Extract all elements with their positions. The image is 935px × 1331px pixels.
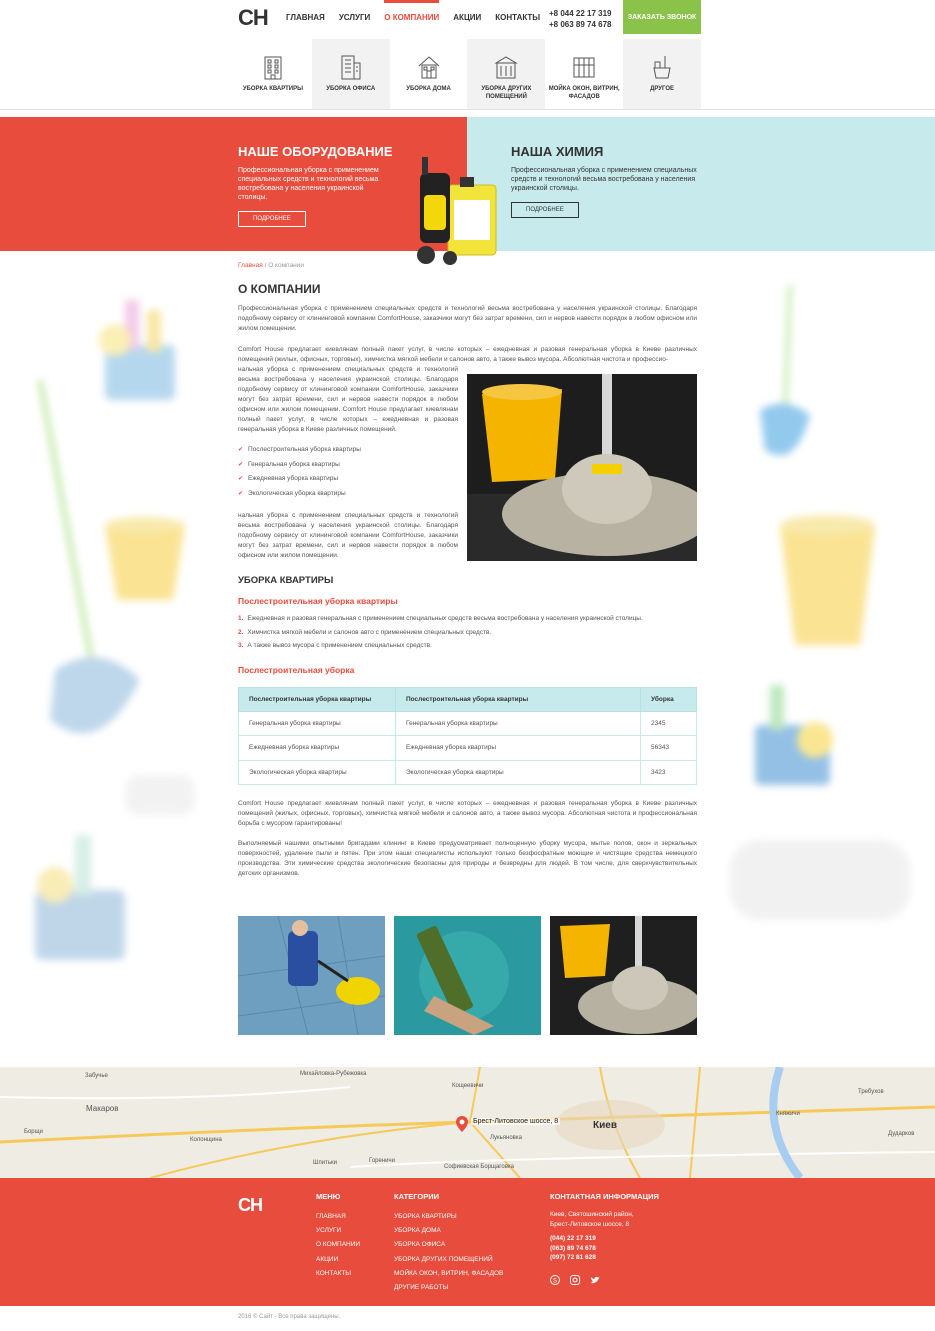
nav-contacts[interactable]: КОНТАКТЫ xyxy=(495,13,541,22)
table-header: Послестроительная уборка квартиры xyxy=(239,687,396,711)
gallery-photo-floor-cleaning xyxy=(238,916,385,1035)
cleaning-basket-decoration xyxy=(740,680,845,790)
gallery-photo-mop xyxy=(550,916,697,1035)
breadcrumb-current: О компании xyxy=(268,262,305,269)
header xyxy=(0,0,935,110)
footer-link[interactable]: ДРУГИЕ РАБОТЫ xyxy=(394,1284,449,1292)
table-row: Ежедневная уборка квартиры Ежедневная уборка квартиры 56343 xyxy=(239,736,697,761)
house-icon xyxy=(417,54,441,80)
table-header: Послестроительная уборка квартиры xyxy=(396,687,641,711)
list-item: ✔ Экологическая уборка квартиры xyxy=(238,487,697,502)
service-label: ДРУГОЕ xyxy=(650,86,675,92)
map-label: Борщи xyxy=(24,1129,43,1135)
apartment-building-icon xyxy=(261,54,285,80)
table-header: Уборка xyxy=(641,687,697,711)
twitter-icon[interactable] xyxy=(590,1275,600,1285)
list-item: 1. Ежедневная и разовая генеральная с применением специальных средств весьма востребована у населения украинской столицы. xyxy=(238,615,643,622)
banner-title: НАША ХИМИЯ xyxy=(511,144,604,159)
footer-link[interactable]: КОНТАКТЫ xyxy=(316,1269,352,1277)
map-label: Шпитьки xyxy=(313,1160,337,1166)
subsection-title: Послестроительная уборка квартиры xyxy=(238,596,398,606)
map-label: Княжичи xyxy=(776,1111,800,1117)
footer-link[interactable]: УСЛУГИ xyxy=(316,1227,342,1235)
main-nav xyxy=(286,13,540,22)
instagram-icon[interactable] xyxy=(570,1275,580,1285)
footer-link[interactable]: УБОРКА ДОМА xyxy=(394,1227,441,1235)
mop-decoration xyxy=(20,380,170,760)
svg-text:S: S xyxy=(552,1278,558,1284)
service-other-premises[interactable] xyxy=(467,39,545,109)
map-label: Колонщина xyxy=(190,1137,222,1143)
footer-link[interactable]: УБОРКА ДРУГИХ ПОМЕЩЕНИЙ xyxy=(394,1255,493,1263)
section-title: УБОРКА КВАРТИРЫ xyxy=(238,575,334,586)
service-label: УБОРКА ДРУГИХ ПОМЕЩЕНИЙ xyxy=(481,86,532,100)
table-row: Генеральная уборка квартиры Генеральная уборка квартиры 2345 xyxy=(239,711,697,736)
logo[interactable]: СН xyxy=(238,5,268,30)
banner-equipment xyxy=(0,117,467,251)
nav-about[interactable]: О КОМПАНИИ xyxy=(384,13,440,22)
service-label: УБОРКА ДОМА xyxy=(406,86,451,92)
list-item: ✔ Генеральная уборка квартиры xyxy=(238,458,697,473)
list-item: ✔ Послестроительная уборка квартиры xyxy=(238,443,697,458)
paragraph-services-top: Comfort House предлагает киевлянам полный пакет услуг, в числе которых – ежедневная и разовая генеральная уборка в Киеве различных помещений (жилых, офисных, торговых), химчистка мягкой мебели и салонов авто, а также вывоз мусора. Абсолютная чистота и профессио- xyxy=(238,346,697,363)
services-bar xyxy=(234,39,701,109)
service-label: УБОРКА ОФИСА xyxy=(326,86,376,92)
footer-categories xyxy=(394,1192,503,1295)
more-button[interactable]: ПОДРОБНЕЕ xyxy=(511,202,579,218)
banner-text: Профессиональная уборка с применением специальных средств и технологий весьма востребована у населения украинской столицы. xyxy=(238,167,379,201)
social-links xyxy=(550,1275,659,1285)
bucket-decoration xyxy=(770,505,885,655)
more-button[interactable]: ПОДРОБНЕЕ xyxy=(238,211,306,227)
footer-phone[interactable]: (063) 89 74 678 xyxy=(550,1244,596,1252)
nav-promotions[interactable]: АКЦИИ xyxy=(453,13,482,22)
window-icon xyxy=(572,54,596,80)
footer-contacts xyxy=(550,1192,659,1285)
nav-home[interactable]: ГЛАВНАЯ xyxy=(286,13,325,22)
footer-menu-title: МЕНЮ xyxy=(316,1192,341,1201)
footer-link[interactable]: ГЛАВНАЯ xyxy=(316,1213,346,1220)
price-table xyxy=(238,687,697,786)
list-item: ✔ Ежедневная уборка квартиры xyxy=(238,472,697,487)
skype-icon[interactable] xyxy=(550,1275,560,1285)
banner-chemistry xyxy=(467,117,935,251)
footer-link[interactable]: МОЙКА ОКОН, ВИТРИН, ФАСАДОВ xyxy=(394,1269,504,1277)
copyright: 2016 © Сайт - Все права защищены. xyxy=(238,1314,341,1320)
map-marker-label: Брест-Литовское шоссе, 8 xyxy=(473,1118,559,1125)
service-label: УБОРКА КВАРТИРЫ xyxy=(242,86,303,92)
page-title: О КОМПАНИИ xyxy=(238,282,321,296)
footer-link[interactable]: АКЦИИ xyxy=(316,1255,339,1263)
footer-categories-title: КАТЕГОРИИ xyxy=(394,1192,439,1201)
footer-link[interactable]: О КОМПАНИИ xyxy=(316,1241,361,1249)
map-marker-icon[interactable] xyxy=(456,1116,468,1132)
service-label: МОЙКА ОКОН, ВИТРИН, ФАСАДОВ xyxy=(548,86,620,100)
subsection-title: Послестроительная уборка xyxy=(238,664,355,675)
footer-logo[interactable]: СН xyxy=(238,1195,262,1215)
mop-photo xyxy=(467,374,697,561)
breadcrumb-home[interactable]: Главная xyxy=(238,262,263,269)
map-label: Кощеевичи xyxy=(452,1083,484,1089)
footer-link[interactable]: УБОРКА КВАРТИРЫ xyxy=(394,1213,457,1220)
paragraph-intro: Профессиональная уборка с применением специальных средств и технологий весьма востребована у населения украинской столицы. Благодаря подобному сервису от клининговой компании ComfortHouse, заказчики могут без затрат времени, сил и нервов навести порядок в любом офисном или жилом помещении. xyxy=(238,305,697,332)
map-label: Софиевская Борщаговка xyxy=(444,1164,514,1170)
list-item: 3. А также вывоз мусора с применением специальных средств. xyxy=(238,642,432,649)
mop-decoration xyxy=(745,285,820,465)
service-office[interactable] xyxy=(312,39,390,109)
footer xyxy=(0,1178,935,1306)
map-label: Лукьяновка xyxy=(490,1135,522,1141)
footer-phone[interactable]: (097) 72 81 628 xyxy=(550,1254,596,1261)
phone-1[interactable]: +8 044 22 17 319 xyxy=(549,9,612,18)
footer-menu xyxy=(316,1192,360,1281)
banner-text: Профессиональная уборка с применением специальных средств и технологий весьма востребована у населения украинской столицы. xyxy=(511,167,697,192)
map-label: Забучье xyxy=(85,1073,108,1079)
soap-decoration xyxy=(725,825,915,935)
map-label: Требухов xyxy=(858,1089,884,1095)
paragraph-extra: нальная уборка с применением специальных средств и технологий весьма востребована у населения украинской столицы. Благодаря подобному сервису от клининговой компании ComfortHouse, заказчики могут без затрат времени, сил и нервов навести порядок в любом офисном или жилом помещении. xyxy=(238,512,458,559)
map-label: Киев xyxy=(593,1120,617,1131)
numbered-list xyxy=(238,612,697,653)
main-content xyxy=(238,262,697,879)
nav-services[interactable]: УСЛУГИ xyxy=(338,13,371,22)
map[interactable] xyxy=(0,1067,935,1178)
service-house[interactable] xyxy=(390,39,468,109)
cleaning-basket-decoration xyxy=(20,820,150,980)
breadcrumb xyxy=(238,262,697,269)
paragraph-offer: Comfort House предлагает киевлянам полный пакет услуг, в числе которых – ежедневная и разовая генеральная уборка в Киеве различных помещений (жилых, офисных, торговых), химчистка мягкой мебели и салонов авто, а также вывоз мусора. Абсолютная чистота и профессиональная борьба с мусором гарантированы! xyxy=(238,800,697,827)
gallery-photo-window-cleaning xyxy=(394,916,541,1035)
map-label: Гореничи xyxy=(369,1158,396,1164)
map-label: Михайловка-Рубежовка xyxy=(300,1071,367,1077)
office-building-icon xyxy=(339,54,363,80)
map-label: Макаров xyxy=(86,1104,119,1113)
public-building-icon xyxy=(494,54,518,80)
list-item: 2. Химчистка мягкой мебели и салонов авто с применением специальных средств. xyxy=(238,628,492,636)
soap-decoration xyxy=(120,765,200,825)
footer-contacts-title: КОНТАКТНАЯ ИНФОРМАЦИЯ xyxy=(550,1192,659,1201)
footer-link[interactable]: УБОРКА ОФИСА xyxy=(394,1241,446,1249)
paragraph-details: Выполняемый нашими опытными бригадами клининг в Киеве предусматривает полноценную уборку мусора, мытье полов, окон и зеркальных поверхностей, удаление пыли и пятен. При этом наши специалисты используют только безфосфатные моющие и чистящие средства немецкого производства. Эти химические средства экологические безопасны для природы и безвредны для людей. В том числе, для сверхчувствительных детских организмов. xyxy=(238,840,697,877)
banner-title: НАШЕ ОБОРУДОВАНИЕ xyxy=(238,144,393,159)
table-row: Экологическая уборка квартиры Экологическая уборка квартиры 3423 xyxy=(239,760,697,785)
footer-address: Киев, Святошинский район, Брест-Литовское шоссе, 8 xyxy=(550,1211,634,1228)
header-phones xyxy=(549,8,612,30)
callback-button[interactable]: ЗАКАЗАТЬ ЗВОНОК xyxy=(623,0,701,34)
map-label: Дударков xyxy=(888,1131,915,1137)
cleaning-supplies-icon xyxy=(650,54,674,80)
footer-phone[interactable]: (044) 22 17 319 xyxy=(550,1235,596,1242)
service-windows[interactable] xyxy=(545,39,623,109)
breadcrumb-separator: / xyxy=(264,262,267,269)
table-header-row xyxy=(239,687,697,711)
phone-2[interactable]: +8 063 89 74 678 xyxy=(549,20,612,29)
pressure-washer-image xyxy=(410,155,500,273)
service-other[interactable] xyxy=(623,39,701,109)
service-apartment[interactable] xyxy=(234,39,312,109)
paragraph-services-side: нальная уборка с применением специальных средств и технологий весьма востребована у населения украинской столицы. Благодаря подобному сервису от клининговой компании ComfortHouse, заказчики могут без затрат времени, сил и нервов навести порядок в любом офисном или жилом помещении. Comfort House предлагает киевлянам полный пакет услуг, в числе которых – ежедневная и разовая генеральная уборка в Киеве различных помещений. xyxy=(238,366,458,433)
footer-phones xyxy=(550,1234,659,1263)
